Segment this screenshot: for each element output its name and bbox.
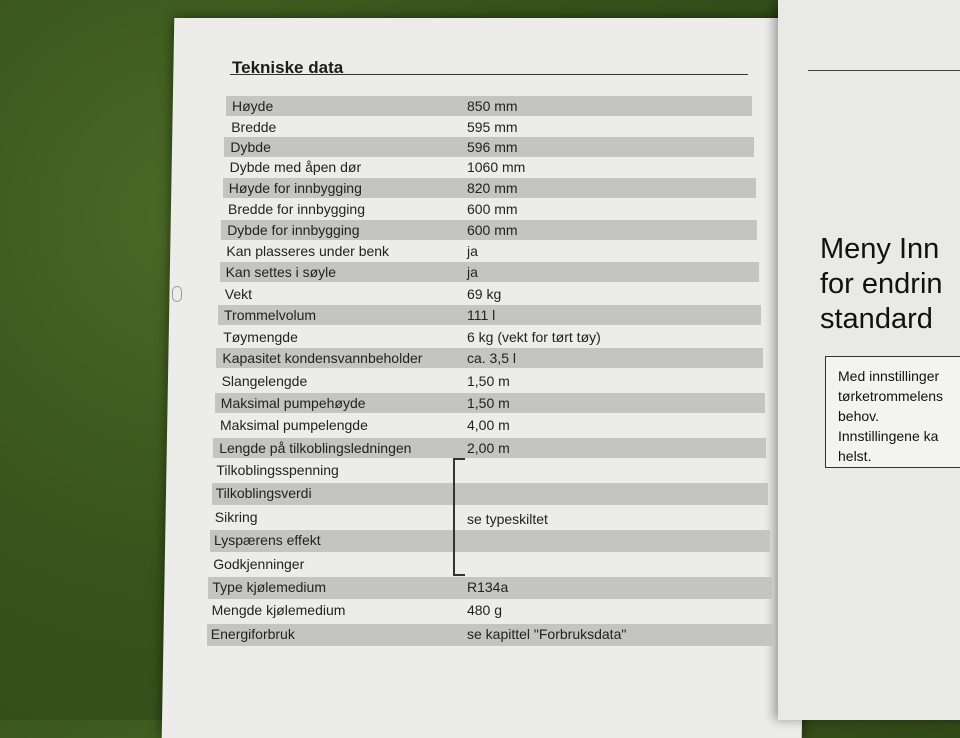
- table-row: [218, 305, 761, 325]
- row-label: Høyde: [232, 98, 274, 114]
- title-divider: [230, 74, 748, 75]
- info-line: behov.: [838, 408, 879, 424]
- row-label: Høyde for innbygging: [228, 180, 362, 196]
- row-label: Lyspærens effekt: [214, 532, 321, 548]
- row-label: Maksimal pumpelengde: [220, 417, 368, 433]
- row-label: Godkjenninger: [213, 556, 305, 572]
- table-row: [212, 483, 769, 505]
- row-label: Type kjølemedium: [212, 579, 326, 595]
- row-label: Bredde for innbygging: [228, 201, 365, 217]
- group-bracket: [453, 458, 465, 576]
- row-label: Bredde: [231, 119, 277, 135]
- row-label: Maksimal pumpehøyde: [220, 395, 366, 411]
- row-value: 850 mm: [467, 98, 518, 114]
- table-row: [222, 199, 757, 219]
- right-heading-line: for endrin: [820, 268, 943, 300]
- row-value: 820 mm: [466, 180, 518, 196]
- table-row: [214, 415, 766, 435]
- table-row: [213, 438, 766, 458]
- row-label: Slangelengde: [221, 373, 308, 389]
- row-value: R134a: [466, 579, 509, 595]
- row-value: 2,00 m: [466, 440, 510, 456]
- row-value: 1060 mm: [466, 159, 526, 175]
- row-label: Dybde: [230, 139, 271, 155]
- right-page-heading: [820, 232, 943, 337]
- row-label: Kapasitet kondensvannbeholder: [222, 350, 423, 366]
- table-row: [219, 284, 760, 304]
- table-row: [224, 157, 755, 177]
- row-label: Dybde for innbygging: [227, 222, 360, 238]
- row-label: Vekt: [224, 286, 253, 302]
- row-value: 600 mm: [466, 222, 518, 238]
- table-row: [209, 554, 771, 576]
- table-row: [212, 460, 767, 482]
- row-value: se kapittel "Forbruksdata": [466, 626, 627, 642]
- row-value: ja: [466, 243, 478, 259]
- table-row: [217, 327, 762, 347]
- row-label: Dybde med åpen dør: [229, 159, 362, 175]
- right-page-info-text: [838, 366, 943, 466]
- row-value: 111 l: [467, 307, 496, 323]
- table-row: [216, 348, 762, 368]
- table-row: [207, 624, 774, 646]
- info-line: Innstillingene ka: [838, 428, 939, 444]
- row-label: Kan settes i søyle: [225, 264, 337, 280]
- row-label: Trommelvolum: [224, 307, 317, 323]
- table-row: [210, 530, 770, 552]
- row-value: ja: [466, 264, 478, 280]
- table-row: [220, 241, 758, 261]
- table-row: [208, 577, 771, 599]
- row-label: Lengde på tilkoblingsledningen: [219, 440, 412, 456]
- row-label: Tilkoblingsverdi: [215, 485, 312, 501]
- table-row: [225, 117, 753, 137]
- group-value: se typeskiltet: [467, 511, 548, 527]
- row-value: 6 kg (vekt for tørt tøy): [466, 329, 601, 345]
- row-value: 596 mm: [466, 139, 518, 155]
- table-row: [223, 178, 756, 198]
- info-line: tørketrommelens: [838, 388, 944, 404]
- right-heading-line: Meny Inn: [820, 233, 940, 265]
- binding-ring-icon: [172, 286, 182, 302]
- table-row: [220, 262, 760, 282]
- row-value: 69 kg: [466, 286, 502, 302]
- table-row: [216, 371, 764, 391]
- row-value: 1,50 m: [466, 373, 510, 389]
- row-label: Energiforbruk: [210, 626, 295, 642]
- row-label: Tøymengde: [223, 329, 298, 345]
- row-value: ca. 3,5 l: [466, 350, 517, 366]
- row-value: 1,50 m: [466, 395, 510, 411]
- row-value: 600 mm: [467, 201, 518, 217]
- info-line: helst.: [838, 448, 872, 464]
- right-heading-line: standard: [820, 303, 933, 335]
- page-title: Tekniske data: [232, 58, 344, 77]
- info-line: Med innstillinger: [838, 368, 940, 384]
- row-value: 595 mm: [466, 119, 518, 135]
- row-label: Mengde kjølemedium: [211, 602, 346, 618]
- table-row: [221, 220, 757, 240]
- table-row: [215, 393, 765, 413]
- table-row: [226, 96, 752, 116]
- row-value: 480 g: [466, 602, 503, 618]
- row-label: Tilkoblingsspenning: [216, 462, 339, 478]
- table-row: [224, 137, 753, 157]
- right-page-rule: [808, 70, 960, 71]
- row-value: 4,00 m: [467, 417, 510, 433]
- table-row: [208, 600, 773, 622]
- row-label: Kan plasseres under benk: [226, 243, 390, 259]
- row-label: Sikring: [214, 509, 258, 525]
